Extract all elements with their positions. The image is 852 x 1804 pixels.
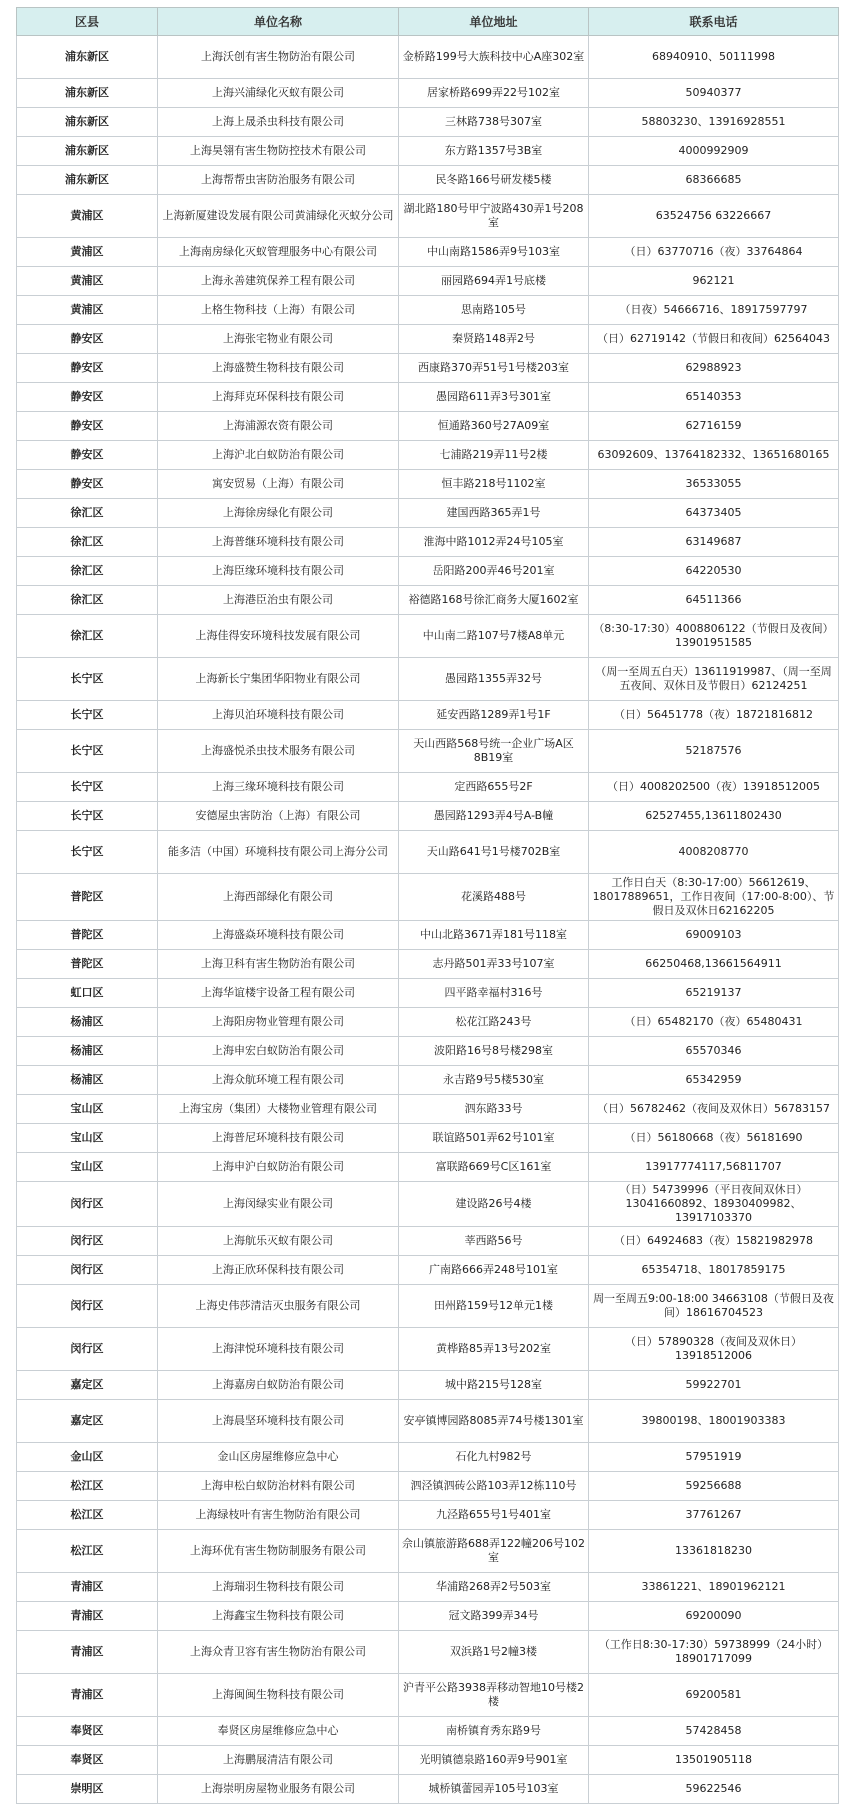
phone-cell: （日）57890328（夜间及双休日）13918512006 [589,1328,839,1371]
company-name-cell: 上海申宏白蚁防治有限公司 [158,1037,399,1066]
phone-cell: 64373405 [589,499,839,528]
company-name-cell: 上海沃创有害生物防治有限公司 [158,36,399,79]
district-cell: 浦东新区 [17,79,158,108]
district-cell: 长宁区 [17,802,158,831]
table-row [17,773,839,802]
table-row [17,1400,839,1443]
phone-cell: 66250468,13661564911 [589,950,839,979]
company-name-cell: 奉贤区房屋维修应急中心 [158,1717,399,1746]
company-name-cell: 上海鑫宝生物科技有限公司 [158,1602,399,1631]
table-row [17,267,839,296]
district-cell: 奉贤区 [17,1746,158,1775]
district-cell: 闵行区 [17,1227,158,1256]
district-cell: 静安区 [17,470,158,499]
district-cell: 虹口区 [17,979,158,1008]
district-cell: 金山区 [17,1443,158,1472]
district-cell: 嘉定区 [17,1371,158,1400]
company-name-cell: 上海新长宁集团华阳物业有限公司 [158,658,399,701]
company-name-cell: 上海普尼环境科技有限公司 [158,1124,399,1153]
district-cell: 杨浦区 [17,1008,158,1037]
address-cell: 中山南二路107号7楼A8单元 [399,615,589,658]
district-cell: 静安区 [17,412,158,441]
table-row [17,1182,839,1227]
company-name-cell: 上海盛赞生物科技有限公司 [158,354,399,383]
phone-cell: （8:30-17:30）4008806122（节假日及夜间）13901951585 [589,615,839,658]
address-cell: 定西路655号2F [399,773,589,802]
phone-cell: 69009103 [589,921,839,950]
company-name-cell: 金山区房屋维修应急中心 [158,1443,399,1472]
company-name-cell: 上海正欣环保科技有限公司 [158,1256,399,1285]
address-cell: 波阳路16号8号楼298室 [399,1037,589,1066]
header-district: 区县 [17,8,158,36]
table-row [17,1746,839,1775]
phone-cell: 65354718、18017859175 [589,1256,839,1285]
district-cell: 长宁区 [17,831,158,874]
header-phone: 联系电话 [589,8,839,36]
phone-cell: 69200581 [589,1674,839,1717]
company-name-cell: 上海绿枝叶有害生物防治有限公司 [158,1501,399,1530]
phone-cell: 57428458 [589,1717,839,1746]
address-cell: 志丹路501弄33号107室 [399,950,589,979]
phone-cell: 68366685 [589,166,839,195]
phone-cell: 4000992909 [589,137,839,166]
district-cell: 徐汇区 [17,557,158,586]
table-row [17,499,839,528]
address-cell: 中山南路1586弄9号103室 [399,238,589,267]
company-name-cell: 上海西部绿化有限公司 [158,874,399,921]
table-row [17,1066,839,1095]
district-cell: 浦东新区 [17,36,158,79]
district-cell: 浦东新区 [17,166,158,195]
table-row [17,1602,839,1631]
table-row [17,1328,839,1371]
district-cell: 嘉定区 [17,1400,158,1443]
phone-cell: 59622546 [589,1775,839,1804]
company-name-cell: 上海阳房物业管理有限公司 [158,1008,399,1037]
district-cell: 徐汇区 [17,499,158,528]
table-row [17,1095,839,1124]
phone-cell: 33861221、18901962121 [589,1573,839,1602]
phone-cell: 13501905118 [589,1746,839,1775]
company-name-cell: 上海众青卫容有害生物防治有限公司 [158,1631,399,1674]
phone-cell: 57951919 [589,1443,839,1472]
company-name-cell: 上海拜克环保科技有限公司 [158,383,399,412]
table-row [17,730,839,773]
company-name-cell: 上海贝泊环境科技有限公司 [158,701,399,730]
district-cell: 长宁区 [17,773,158,802]
table-row [17,412,839,441]
phone-cell: （日）63770716（夜）33764864 [589,238,839,267]
address-cell: 石化九村982号 [399,1443,589,1472]
district-cell: 普陀区 [17,950,158,979]
address-cell: 湖北路180号甲宁波路430弄1号208室 [399,195,589,238]
company-name-cell: 上海闵绿实业有限公司 [158,1182,399,1227]
table-body [17,36,839,1804]
table-row [17,921,839,950]
table-row [17,325,839,354]
table-row [17,950,839,979]
table-row [17,701,839,730]
district-cell: 长宁区 [17,701,158,730]
district-cell: 长宁区 [17,730,158,773]
table-row [17,1573,839,1602]
district-cell: 黄浦区 [17,195,158,238]
address-cell: 愚园路1355弄32号 [399,658,589,701]
table-row [17,1472,839,1501]
company-name-cell: 上海永善建筑保养工程有限公司 [158,267,399,296]
table-row [17,658,839,701]
table-row [17,238,839,267]
district-cell: 黄浦区 [17,267,158,296]
address-cell: 东方路1357号3B室 [399,137,589,166]
company-name-cell: 安德屋虫害防治（上海）有限公司 [158,802,399,831]
table-row [17,1631,839,1674]
company-name-cell: 上海晨坚环境科技有限公司 [158,1400,399,1443]
phone-cell: 13917774117,56811707 [589,1153,839,1182]
company-name-cell: 上海宝房（集团）大楼物业管理有限公司 [158,1095,399,1124]
district-cell: 青浦区 [17,1631,158,1674]
company-name-cell: 上海众航环境工程有限公司 [158,1066,399,1095]
table-row [17,586,839,615]
company-name-cell: 上海闽闽生物科技有限公司 [158,1674,399,1717]
district-cell: 松江区 [17,1472,158,1501]
address-cell: 花溪路488号 [399,874,589,921]
address-cell: 城桥镇蕾园弄105号103室 [399,1775,589,1804]
phone-cell: 37761267 [589,1501,839,1530]
address-cell: 延安西路1289弄1号1F [399,701,589,730]
address-cell: 安亭镇博园路8085弄74号楼1301室 [399,1400,589,1443]
table-row [17,874,839,921]
district-cell: 徐汇区 [17,586,158,615]
phone-cell: 65342959 [589,1066,839,1095]
address-cell: 愚园路1293弄4号A-B幢 [399,802,589,831]
address-cell: 岳阳路200弄46号201室 [399,557,589,586]
address-cell: 松花江路243号 [399,1008,589,1037]
address-cell: 双浜路1号2幢3楼 [399,1631,589,1674]
table-row [17,979,839,1008]
address-cell: 西康路370弄51号1号楼203室 [399,354,589,383]
phone-cell: （日）54739996（平日夜间双休日）13041660892、18930409982、13917103370 [589,1182,839,1227]
phone-cell: 65570346 [589,1037,839,1066]
district-cell: 闵行区 [17,1182,158,1227]
address-cell: 中山北路3671弄181号118室 [399,921,589,950]
address-cell: 天山路641号1号楼702B室 [399,831,589,874]
phone-cell: 69200090 [589,1602,839,1631]
table-header-row [17,8,839,36]
address-cell: 七浦路219弄11号2楼 [399,441,589,470]
table-row [17,108,839,137]
district-cell: 宝山区 [17,1124,158,1153]
phone-cell: 工作日白天（8:30-17:00）56612619、18017889651，工作日夜间（17:00-8:00）、节假日及双休日62162205 [589,874,839,921]
phone-cell: 63524756 63226667 [589,195,839,238]
phone-cell: （日）56451778（夜）18721816812 [589,701,839,730]
district-cell: 浦东新区 [17,108,158,137]
table-row [17,1674,839,1717]
phone-cell: （日）56782462（夜间及双休日）56783157 [589,1095,839,1124]
address-cell: 黄桦路85弄13号202室 [399,1328,589,1371]
table-row [17,470,839,499]
company-name-cell: 上海三缘环境科技有限公司 [158,773,399,802]
address-cell: 建国西路365弄1号 [399,499,589,528]
phone-cell: 62988923 [589,354,839,383]
address-cell: 冠文路399弄34号 [399,1602,589,1631]
district-cell: 普陀区 [17,921,158,950]
address-cell: 广南路666弄248号101室 [399,1256,589,1285]
table-row [17,528,839,557]
district-cell: 浦东新区 [17,137,158,166]
address-cell: 三林路738号307室 [399,108,589,137]
table-row [17,354,839,383]
address-cell: 莘西路56号 [399,1227,589,1256]
table-row [17,137,839,166]
address-cell: 天山西路568号统一企业广场A区8B19室 [399,730,589,773]
district-cell: 长宁区 [17,658,158,701]
company-name-cell: 上海嘉房白蚁防治有限公司 [158,1371,399,1400]
company-name-cell: 上格生物科技（上海）有限公司 [158,296,399,325]
header-company-name: 单位名称 [158,8,399,36]
company-name-cell: 上海沪北白蚁防治有限公司 [158,441,399,470]
table-row [17,1285,839,1328]
phone-cell: （日）4008202500（夜）13918512005 [589,773,839,802]
phone-cell: 962121 [589,267,839,296]
company-name-cell: 上海申沪白蚁防治有限公司 [158,1153,399,1182]
address-cell: 金桥路199号大族科技中心A座302室 [399,36,589,79]
phone-cell: 62527455,13611802430 [589,802,839,831]
phone-cell: 50940377 [589,79,839,108]
company-name-cell: 能多洁（中国）环境科技有限公司上海分公司 [158,831,399,874]
company-name-cell: 上海帮帮虫害防治服务有限公司 [158,166,399,195]
district-cell: 青浦区 [17,1674,158,1717]
company-name-cell: 上海航乐灭蚁有限公司 [158,1227,399,1256]
address-cell: 富联路669号C区161室 [399,1153,589,1182]
company-name-cell: 上海环优有害生物防制服务有限公司 [158,1530,399,1573]
company-name-cell: 上海港臣治虫有限公司 [158,586,399,615]
address-cell: 佘山镇旅游路688弄122幢206号102室 [399,1530,589,1573]
district-cell: 奉贤区 [17,1717,158,1746]
phone-cell: （日夜）54666716、18917597797 [589,296,839,325]
phone-cell: 周一至周五9:00-18:00 34663108（节假日及夜间）18616704523 [589,1285,839,1328]
company-name-cell: 上海徐房绿化有限公司 [158,499,399,528]
phone-cell: 59922701 [589,1371,839,1400]
phone-cell: （周一至周五白天）13611919987、（周一至周五夜间、双休日及节假日）62124251 [589,658,839,701]
company-name-cell: 上海佳得安环境科技发展有限公司 [158,615,399,658]
company-name-cell: 上海申松白蚁防治材料有限公司 [158,1472,399,1501]
district-cell: 静安区 [17,441,158,470]
phone-cell: 58803230、13916928551 [589,108,839,137]
table-row [17,1008,839,1037]
table-row [17,79,839,108]
address-cell: 联谊路501弄62号101室 [399,1124,589,1153]
address-cell: 淮海中路1012弄24号105室 [399,528,589,557]
district-cell: 黄浦区 [17,296,158,325]
phone-cell: （日）62719142（节假日和夜间）62564043 [589,325,839,354]
district-cell: 杨浦区 [17,1037,158,1066]
address-cell: 田州路159号12单元1楼 [399,1285,589,1328]
company-name-cell: 上海鹏展清洁有限公司 [158,1746,399,1775]
phone-cell: （日）65482170（夜）65480431 [589,1008,839,1037]
address-cell: 光明镇德泉路160弄9号901室 [399,1746,589,1775]
district-cell: 静安区 [17,354,158,383]
address-cell: 沪青平公路3938弄移动智地10号楼2楼 [399,1674,589,1717]
phone-cell: 59256688 [589,1472,839,1501]
table-row [17,195,839,238]
address-cell: 恒通路360号27A09室 [399,412,589,441]
district-cell: 徐汇区 [17,615,158,658]
header-address: 单位地址 [399,8,589,36]
address-cell: 思南路105号 [399,296,589,325]
phone-cell: 68940910、50111998 [589,36,839,79]
table-row [17,1256,839,1285]
company-name-cell: 上海华谊楼宇设备工程有限公司 [158,979,399,1008]
district-cell: 杨浦区 [17,1066,158,1095]
table-row [17,166,839,195]
phone-cell: 64511366 [589,586,839,615]
table-row [17,1775,839,1804]
contact-table-container [16,7,838,1804]
table-row [17,1443,839,1472]
address-cell: 民冬路166号研发楼5楼 [399,166,589,195]
phone-cell: 63149687 [589,528,839,557]
table-row [17,1530,839,1573]
table-row [17,1227,839,1256]
company-name-cell: 上海浦源农资有限公司 [158,412,399,441]
phone-cell: 64220530 [589,557,839,586]
company-name-cell: 寓安贸易（上海）有限公司 [158,470,399,499]
company-name-cell: 上海上晟杀虫科技有限公司 [158,108,399,137]
table-row [17,383,839,412]
address-cell: 愚园路611弄3号301室 [399,383,589,412]
table-row [17,1124,839,1153]
company-name-cell: 上海南房绿化灭蚁管理服务中心有限公司 [158,238,399,267]
table-row [17,36,839,79]
phone-cell: 63092609、13764182332、13651680165 [589,441,839,470]
district-cell: 普陀区 [17,874,158,921]
address-cell: 九泾路655号1号401室 [399,1501,589,1530]
table-row [17,802,839,831]
district-cell: 静安区 [17,325,158,354]
table-row [17,441,839,470]
district-cell: 崇明区 [17,1775,158,1804]
company-name-cell: 上海盛悦杀虫技术服务有限公司 [158,730,399,773]
company-name-cell: 上海臣缘环境科技有限公司 [158,557,399,586]
table-row [17,1501,839,1530]
address-cell: 丽园路694弄1号底楼 [399,267,589,296]
phone-cell: 4008208770 [589,831,839,874]
phone-cell: 65219137 [589,979,839,1008]
district-cell: 宝山区 [17,1153,158,1182]
address-cell: 泗东路33号 [399,1095,589,1124]
company-name-cell: 上海津悦环境科技有限公司 [158,1328,399,1371]
district-cell: 青浦区 [17,1573,158,1602]
district-cell: 徐汇区 [17,528,158,557]
company-name-cell: 上海盛焱环境科技有限公司 [158,921,399,950]
table-row [17,615,839,658]
table-row [17,296,839,325]
address-cell: 建设路26号4楼 [399,1182,589,1227]
address-cell: 城中路215号128室 [399,1371,589,1400]
address-cell: 秦贤路148弄2号 [399,325,589,354]
pest-control-contact-table [16,7,839,1804]
phone-cell: 65140353 [589,383,839,412]
company-name-cell: 上海兴浦绿化灭蚁有限公司 [158,79,399,108]
phone-cell: 52187576 [589,730,839,773]
district-cell: 闵行区 [17,1285,158,1328]
phone-cell: 36533055 [589,470,839,499]
district-cell: 黄浦区 [17,238,158,267]
address-cell: 恒丰路218号1102室 [399,470,589,499]
table-row [17,1371,839,1400]
company-name-cell: 上海普继环境科技有限公司 [158,528,399,557]
phone-cell: （工作日8:30-17:30）59738999（24小时）18901717099 [589,1631,839,1674]
address-cell: 永吉路9号5楼530室 [399,1066,589,1095]
company-name-cell: 上海昊翎有害生物防控技术有限公司 [158,137,399,166]
company-name-cell: 上海史伟莎清洁灭虫服务有限公司 [158,1285,399,1328]
table-row [17,1037,839,1066]
district-cell: 青浦区 [17,1602,158,1631]
company-name-cell: 上海张宅物业有限公司 [158,325,399,354]
address-cell: 裕德路168号徐汇商务大厦1602室 [399,586,589,615]
district-cell: 静安区 [17,383,158,412]
phone-cell: 13361818230 [589,1530,839,1573]
table-row [17,1153,839,1182]
company-name-cell: 上海崇明房屋物业服务有限公司 [158,1775,399,1804]
table-row [17,831,839,874]
phone-cell: 62716159 [589,412,839,441]
address-cell: 居家桥路699弄22号102室 [399,79,589,108]
district-cell: 松江区 [17,1530,158,1573]
table-row [17,557,839,586]
company-name-cell: 上海瑞羽生物科技有限公司 [158,1573,399,1602]
table-row [17,1717,839,1746]
district-cell: 闵行区 [17,1328,158,1371]
address-cell: 南桥镇育秀东路9号 [399,1717,589,1746]
address-cell: 泗泾镇泗砖公路103弄12栋110号 [399,1472,589,1501]
phone-cell: 39800198、18001903383 [589,1400,839,1443]
company-name-cell: 上海卫科有害生物防治有限公司 [158,950,399,979]
district-cell: 松江区 [17,1501,158,1530]
phone-cell: （日）56180668（夜）56181690 [589,1124,839,1153]
district-cell: 宝山区 [17,1095,158,1124]
address-cell: 华浦路268弄2号503室 [399,1573,589,1602]
address-cell: 四平路幸福村316号 [399,979,589,1008]
company-name-cell: 上海新厦建设发展有限公司黄浦绿化灭蚁分公司 [158,195,399,238]
district-cell: 闵行区 [17,1256,158,1285]
phone-cell: （日）64924683（夜）15821982978 [589,1227,839,1256]
